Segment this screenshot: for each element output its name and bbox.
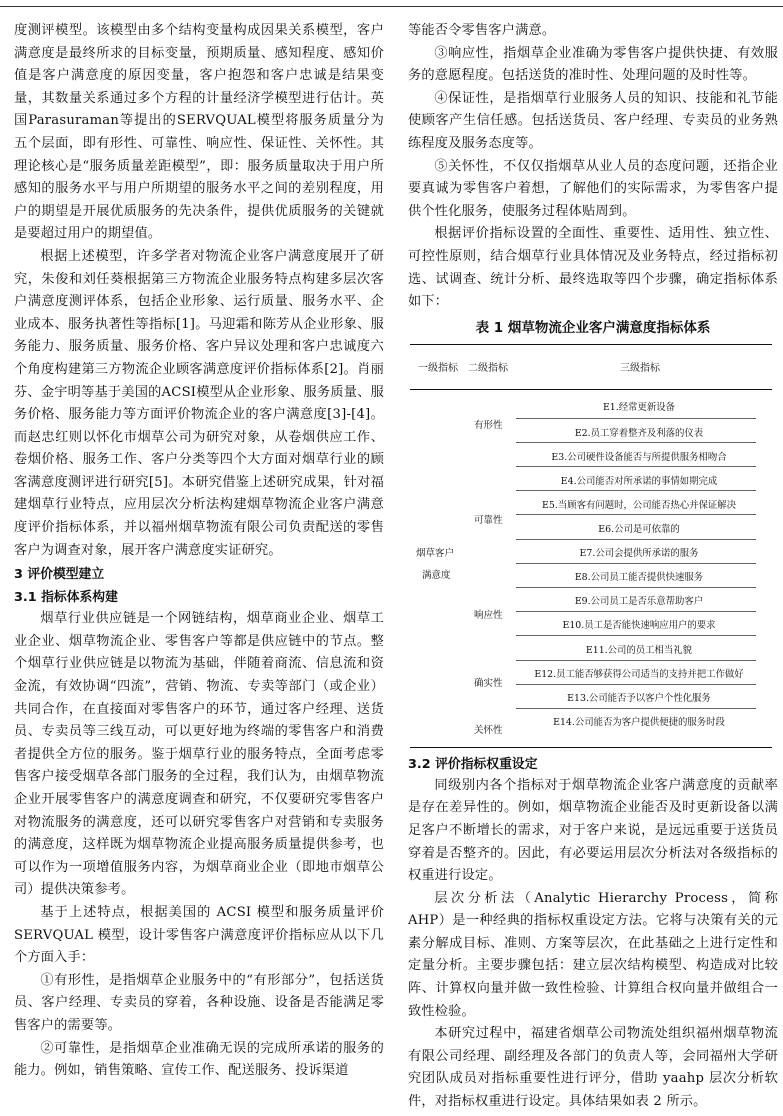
indicator-item: E11.公司的员工相当礼貌 <box>585 644 693 656</box>
indicator-item: E10.员工是否能快速响应用户的要求 <box>562 619 716 631</box>
table-header <box>410 345 772 390</box>
row-divider <box>516 635 756 636</box>
indicator-table <box>410 344 772 748</box>
indicator-item: E9.公司员工是否乐意帮助客户 <box>574 595 704 607</box>
table-caption: 表 1 烟草物流企业客户满意度指标体系 <box>475 319 711 336</box>
paragraph: 度测评模型。该模型由多个结构变量构成因果关系模型，客户满意度是最终所求的目标变量，预期质量、感知程度、感知价值是客户满意度的原因变量，客户抱怨和客户忠诚是结果变量，其数量关系通过多个方程的计量经济学模型进行估计。英国Parasuraman等提出的SERVQUAL模型将服务质量分为五个层面，即有形性、可靠性、响应性、保证性、关怀性。其理论核心是“服务质量差距模型”，即：服务质量取决于用户所感知的服务水平与用户所期望的服务水平之间的差别程度，用户的期望是开展优质服务的先决条件，提供优质服务的关键就是要超过用户的期望值。 <box>14 23 384 242</box>
row-divider <box>516 660 756 661</box>
subsection-heading: 3.2 评价指标权重设定 <box>408 756 538 772</box>
row-divider <box>516 514 756 515</box>
header-rule <box>0 6 783 7</box>
indicator-item: E5.当顾客有问题时，公司能否热心并保证解决 <box>542 499 736 511</box>
indicator-item: E4.公司能否对所承诺的事情如期完成 <box>560 475 718 487</box>
row-divider <box>516 442 756 443</box>
indicator-item: E1.经常更新设备 <box>602 401 676 413</box>
table-header-cell: 一级指标 <box>418 362 458 374</box>
indicator-item: E7.公司会提供所承诺的服务 <box>579 547 699 559</box>
paragraph: 根据评价指标设置的全面性、重要性、适用性、独立性、可控性原则，结合烟草行业具体情况及业务特点，经过指标初选、试调查、统计分析、最终选取等四个步骤，确定指标体系如下： <box>408 226 778 310</box>
right-column <box>408 20 778 1114</box>
row-divider <box>516 708 756 709</box>
row-divider <box>516 563 756 564</box>
paragraph: 同级别内各个指标对于烟草物流企业客户满意度的贡献率是存在差异性的。例如，烟草物流企业能否及时更新设备以满足客户不断增长的需求，对于客户来说，是远远重要于送货员穿着是否整齐的。因此，有必要运用层次分析法对各级指标的权重进行设定。 <box>408 777 778 884</box>
row-divider <box>516 539 756 540</box>
paragraph: 本研究过程中，福建省烟草公司物流处组织福州烟草物流有限公司经理、副经理及各部门的负责人等，会同福州大学研究团队成员对指标重要性进行评分，借助 yaahp 层次分析软件，对指标权重进行设定。具体结果如表 2 所示。 <box>408 1026 778 1110</box>
subsection-heading: 3.1 指标体系构建 <box>14 590 118 606</box>
row-divider <box>516 611 756 612</box>
level2-label: 可靠性 <box>474 514 503 526</box>
paragraph: ②可靠性，是指烟草企业准确无误的完成所承诺的服务的能力。例如，销售策略、宣传工作、配送服务、投诉渠道 <box>14 1040 384 1079</box>
indicator-item: E2.员工穿着整齐及利落的仪表 <box>574 427 704 439</box>
paragraph: ⑤关怀性，不仅仅指烟草从业人员的态度问题，还指企业要真诚为零售客户着想，了解他们的实际需求，为零售客户提供个性化服务，使服务过程体贴周到。 <box>408 158 778 219</box>
paragraph: 烟草行业供应链是一个网链结构，烟草商业企业、烟草工业企业、烟草物流企业、零售客户等都是供应链中的节点。整个烟草行业供应链是以物流为基础，伴随着商流、信息流和资金流，有效协调“四流”，营销、物流、专卖等部门（或企业）共同合作，在直接面对零售客户的环节，通过客户经理、送货员、专卖员等三线互动，可以更好地为终端的零售客户和消费者提供全方位的服务。鉴于烟草行业的服务特点，全面考虑零售客户接受烟草各部门服务的全过程，我们认为，由烟草物流企业开展零售客户的满意度调查和研究，不仅要研究零售客户对物流服务的满意度，还可以研究零售客户对营销和专卖服务的满意度，这样既为烟草物流企业提高服务质量提供参考，也可以作为一项增值服务内容，为烟草商业企业（即地市烟草公司）提供决策参考。 <box>14 611 384 898</box>
indicator-item: E12.员工能否够获得公司适当的支持并把工作做好 <box>534 668 744 680</box>
level2-label: 响应性 <box>474 609 503 621</box>
indicator-item: E13.公司能否予以客户个性化服务 <box>567 692 711 704</box>
left-column <box>14 20 384 1083</box>
paragraph: 层次分析法（Analytic Hierarchy Process，简称AHP）是一种经典的指标权重设定方法。它将与决策有关的元素分解成目标、准则、方案等层次，在此基础之上进行定性和定量分析。主要步骤包括：建立层次结构模型、构造成对比较阵、计算权向量并做一致性检验、计算组合权向量并做组合一致性检验。 <box>408 890 778 1019</box>
section-heading: 3 评价模型建立 <box>14 567 105 583</box>
indicator-item: E14.公司能否为客户提供便捷的服务时段 <box>553 716 725 728</box>
row-divider <box>516 466 756 467</box>
row-divider <box>516 490 756 491</box>
table-header-cell: 三级指标 <box>620 362 660 374</box>
level1-label: 烟草客户 <box>416 547 455 559</box>
level2-label: 关怀性 <box>474 724 503 736</box>
row-divider <box>516 684 756 685</box>
paragraph: 等能否令零售客户满意。 <box>408 23 556 38</box>
row-divider <box>516 587 756 588</box>
level2-label: 确实性 <box>474 677 503 689</box>
paragraph: ①有形性，是指烟草企业服务中的“有形部分”，包括送货员、客户经理、专卖员的穿着，各种设施、设备是否能满足零售客户的需要等。 <box>14 972 384 1033</box>
paragraph: ④保证性，是指烟草行业服务人员的知识、技能和礼节能使顾客产生信任感。包括送货员、客户经理、专卖员的业务熟练程度及服务态度等。 <box>408 90 778 151</box>
level2-label: 有形性 <box>474 419 503 431</box>
paragraph: 根据上述模型，许多学者对物流企业客户满意度展开了研究，朱俊和刘任葵根据第三方物流企业服务特点构建多层次客户满意度测评体系，包括企业形象、运行质量、服务水平、企业成本、服务执著性等指标[1]。马迎霜和陈芳从企业形象、服务能力、服务质量、服务价格、客户异议处理和客户忠诚度六个角度构建第三方物流企业顾客满意度评价指标体系[2]。肖丽芬、金宇明等基于美国的ACSI模型从企业形象、服务质量、服务价格、服务能力等方面评价物流企业的客户满意度[3]-[4]。而赵忠红则以怀化市烟草公司为研究对象，从卷烟供应工作、卷烟价格、服务工作、客户分类等四个大方面对烟草行业的顾客满意度测评进行研究[5]。本研究借鉴上述研究成果，针对福建烟草行业特点，应用层次分析法构建烟草物流企业客户满意度评价指标体系，并以福州烟草物流有限公司负责配送的零售客户为调查对象，展开客户满意度实证研究。 <box>14 248 384 558</box>
row-divider <box>516 418 756 419</box>
indicator-item: E6.公司是可依靠的 <box>598 523 680 535</box>
table-header-cell: 二级指标 <box>468 362 508 374</box>
paragraph: 基于上述特点，根据美国的 ACSI 模型和服务质量评价 SERVQUAL 模型，设计零售客户满意度评价指标应从以下几个方面入手： <box>14 904 384 966</box>
indicator-item: E8.公司员工能否提供快速服务 <box>574 571 704 583</box>
level1-label: 满意度 <box>422 569 451 581</box>
paragraph: ③响应性，指烟草企业准确为零售客户提供快捷、有效服务的意愿程度。包括送货的准时性、处理问题的及时性等。 <box>408 45 778 84</box>
indicator-item: E3.公司硬件设备能否与所提供服务相吻合 <box>551 451 727 463</box>
